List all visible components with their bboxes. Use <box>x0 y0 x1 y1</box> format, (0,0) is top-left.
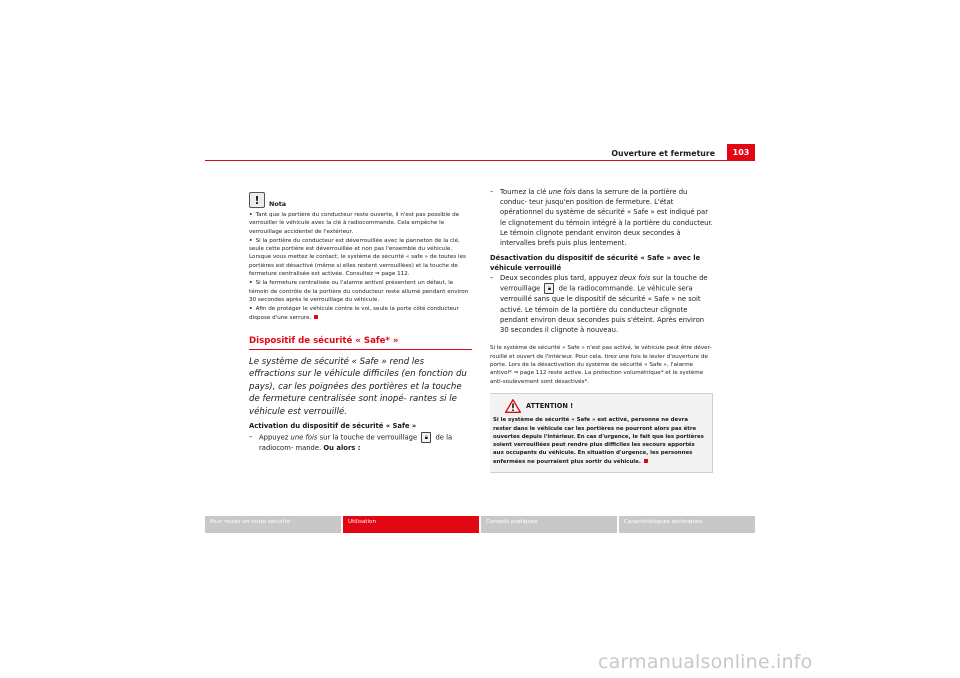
note-heading <box>249 192 472 208</box>
key-step <box>490 187 714 248</box>
watermark: carmanualsonline.info <box>598 651 813 673</box>
tab-pour-rouler[interactable]: Pour rouler en toute sécurité <box>205 516 341 533</box>
step-text: Tournez la clé <box>500 188 549 196</box>
warning-text <box>493 416 706 466</box>
step-text: dans la serrure de la portière du conduc- teur jusqu'en position de fermeture. L'état opérationnel du système de sécurité « Safe » est indiqué par le clignotement du témoin intégré à la portière du conducteur. Le témoin clignote pendant environ deux secondes à intervalles brefs puis plus lentement. <box>500 188 713 248</box>
footer-tabs <box>205 516 755 533</box>
step-emphasis: deux fois <box>619 274 651 283</box>
right-column <box>490 187 714 473</box>
lock-key-icon: 🔒︎ <box>421 432 431 443</box>
deactivation-heading: Désactivation du dispositif de sécurité « Safe » avec le véhicule verrouillé <box>490 254 701 273</box>
warning-box <box>490 393 713 473</box>
note-item-text: Tant que la portière du conducteur reste ouverte, il n'est pas possible de verrouiller le véhicule avec la clé à radiocommande. Cela empêche le verrouillage accidentel de l'extérieur. <box>249 212 460 235</box>
warning-heading <box>505 399 706 413</box>
tab-utilisation[interactable]: Utilisation <box>343 516 479 533</box>
note-item-text: Si la portière du conducteur est déverrouillée avec le panneton de la clé, seule cette portière est déverrouillée et non pas l'ensemble du véhicule. Lorsque vous mettez le contact, le système de sécurité « safe » de toutes les portières est désactivé (même si elles restent verrouillées) et la touche de fermeture centralisée est activée. Consultez ⇒ page 112. <box>249 237 466 278</box>
note-item <box>249 305 472 322</box>
left-column <box>249 192 472 453</box>
note-item-text: Si la fermeture centralisée ou l'alarme antivol présentent un défaut, le témoin de contrôle de la portière du conducteur reste allumé pendant environ 30 secondes après le verrouillage du véhicule. <box>249 280 469 303</box>
section-title: Dispositif de sécurité « Safe* » <box>249 336 472 350</box>
bullet-icon: • <box>249 212 253 218</box>
step-text: Appuyez <box>259 433 291 442</box>
bullet-icon: • <box>249 306 253 313</box>
tab-caracteristiques[interactable]: Caractéristiques techniques <box>619 516 755 533</box>
tab-conseils-pratiques[interactable]: Conseils pratiques <box>481 516 617 533</box>
note-item <box>249 279 472 304</box>
warning-title: ATTENTION ! <box>526 402 574 411</box>
note-item <box>249 211 472 236</box>
warning-text-content: Si le système de sécurité « Safe » est activé, personne ne devra rester dans le véhicule car les portières ne pourront alors pas être ouvertes depuis l'intérieur. En cas d'urgence, le fait que les portières soient verrouillées peut rendre plus difficiles les secours apportés aux occupants du véhicule. En situation d'urgence, les personnes enfermées ne pourraient plus sortir du véhicule. <box>493 417 704 465</box>
page-header-title: Ouverture et fermeture <box>611 149 715 158</box>
step-emphasis: une fois <box>290 433 318 442</box>
note-item-text: Afin de protéger le véhicule contre le vol, seule la porte côté conducteur dispose d'une serrure. <box>249 306 459 321</box>
safe-info-paragraph: Si le système de sécurité « Safe » n'est pas activé, le véhicule peut être déver- rouillé et ouvert de l'intérieur. Pour cela, tirez une fois le levier d'ouverture de porte. Lors de la désactivation du système de sécurité « Safe », l'alarme antivol* ⇒ page 112 reste active. La protection volumétrique* et le système anti-soulèvement sont désactivés*. <box>490 345 712 385</box>
step-text: sur la touche de verrouillage <box>500 274 708 293</box>
step-text: Deux secondes plus tard, appuyez <box>500 274 620 283</box>
section-lead: Le système de sécurité « Safe » rend les effractions sur le véhicule difficiles (en fonction du pays), car les poignées des portières et la touche de fermeture centralisée sont inopé- rantes si le véhicule est verrouillé. <box>249 356 467 417</box>
activation-heading: Activation du dispositif de sécurité « Safe » <box>249 422 417 431</box>
note-item <box>249 237 472 278</box>
step-text: de la radiocom- mande. <box>259 433 453 452</box>
note-title: Nota <box>269 200 287 208</box>
lock-key-icon: 🔒︎ <box>544 283 554 294</box>
step-bold: Ou alors : <box>323 443 361 452</box>
activation-step <box>249 432 472 453</box>
dash: – <box>490 188 494 196</box>
bullet-icon: • <box>249 237 253 244</box>
deactivation-step <box>490 273 714 335</box>
end-square-icon <box>644 459 648 463</box>
bullet-icon: • <box>249 280 253 287</box>
step-text: sur la touche de verrouillage <box>317 433 420 442</box>
step-emphasis: une fois <box>548 188 576 196</box>
header-rule <box>205 160 755 161</box>
page-number: 103 <box>727 144 755 161</box>
dash: – <box>249 432 253 441</box>
step-text: de la radiocommande. Le véhicule sera verrouillé sans que le dispositif de sécurité « Safe » ne soit activé. Le témoin de la portière du conducteur clignote pendant environ deux secondes puis s'éteint. Après environ 30 secondes il clignote à nouveau. <box>500 284 705 335</box>
dash: – <box>490 274 494 283</box>
note-icon: ! <box>249 192 265 208</box>
end-square-icon <box>314 315 318 319</box>
warning-triangle-icon <box>505 399 521 413</box>
